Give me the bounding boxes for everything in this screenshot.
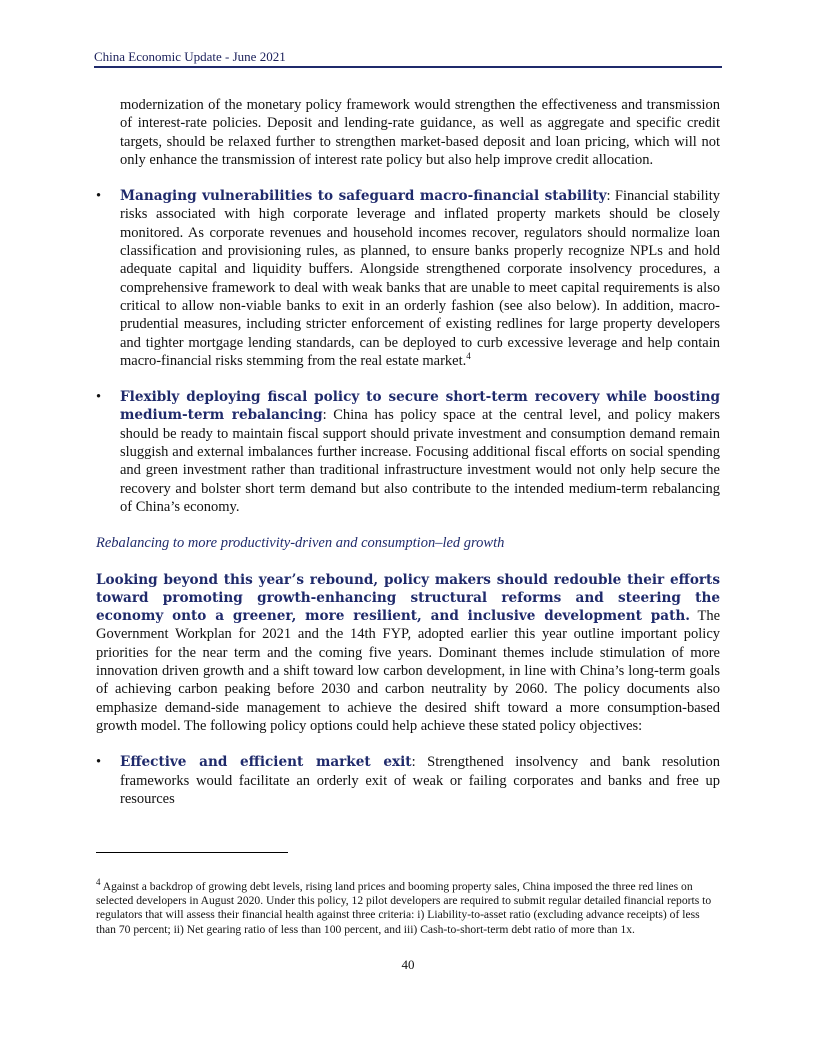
bullet-text: : Strengthened insolvency and bank resolution frameworks would facilitate an orderly exit of weak or failing corporates and banks and free up resources bbox=[120, 754, 720, 807]
footnote-number: 4 bbox=[96, 877, 101, 888]
bullet-lead: Effective and efficient market exit bbox=[120, 754, 412, 771]
intro-lead: Looking beyond this year’s rebound, policy makers should redouble their efforts toward promoting growth-enhancing structural reforms and steering the economy onto a greener, more resilient, and inclusive development path. bbox=[96, 571, 720, 625]
header-title: China Economic Update - June 2021 bbox=[94, 49, 286, 64]
bullet-item-macro-financial bbox=[96, 187, 720, 370]
footnote bbox=[96, 877, 720, 937]
footnote-reference[interactable]: 4 bbox=[466, 351, 471, 362]
bullet-item-fiscal-policy bbox=[96, 388, 720, 516]
section-heading: Rebalancing to more productivity-driven and consumption–led growth bbox=[96, 535, 505, 552]
page-number: 40 bbox=[401, 957, 415, 972]
bullet-icon: • bbox=[96, 188, 102, 205]
page-body bbox=[96, 96, 720, 808]
intro-text: The Government Workplan for 2021 and the 14th FYP, adopted earlier this year outline important policy priorities for the near term and the coming five years. Dominant themes include stimulation of more innovation driven growth and a shift toward low carbon development, in line with China’s long-term goals of achieving carbon peaking before 2030 and carbon neutrality by 2060. The policy documents also emphasize demand-side management to achieve the desired shift toward a more consumption-based growth model. The following policy options could help achieve these stated policy objectives: bbox=[96, 608, 721, 734]
bullet-lead: Managing vulnerabilities to safeguard macro-financial stability bbox=[120, 188, 607, 205]
running-header bbox=[94, 49, 722, 68]
bullet-text: : China has policy space at the central level, and policy makers should be ready to maintain fiscal support should private investment and consumption demand remain sluggish and external imbalances further increase. Focusing additional fiscal efforts on social spending and green investment rather than traditional infrastructure investment would not only help secure the recovery and bolster short term demand but also contribute to the intended medium-term rebalancing of China’s economy. bbox=[120, 407, 720, 515]
continuation-paragraph: modernization of the monetary policy framework would strengthen the effectiveness and transmission of interest-rate policies. Deposit and lending-rate guidance, as well as aggregate and specific credit targets, should be relaxed further to strengthen market-based deposit and loan pricing, which will not only enhance the transmission of interest rate policy but also help improve credit allocation. bbox=[120, 97, 720, 168]
intro-paragraph bbox=[96, 571, 720, 736]
footnote-divider bbox=[96, 852, 288, 853]
bullet-text: : Financial stability risks associated with high corporate leverage and inflated property markets should be closely monitored. As corporate revenues and household incomes recover, regulators should normalize loan classification and provisioning rules, as planned, to ensure banks properly recognize NPLs and hold adequate capital and liquidity buffers. Alongside strengthened corporate insolvency procedures, a comprehensive framework to deal with weak banks that are unable to meet capital requirements is also critical to allow non-viable banks to exit in an orderly fashion (see also below). In addition, macro-prudential measures, including stricter enforcement of existing redlines for large property developers and tighter mortgage lending standards, can be deployed to curb excessive leverage and help contain macro-financial risks stemming from the real estate market. bbox=[120, 188, 720, 369]
bullet-icon: • bbox=[96, 389, 102, 406]
bullet-icon: • bbox=[96, 754, 102, 771]
footnote-text: Against a backdrop of growing debt levels, rising land prices and booming property sales, China imposed the three red lines on selected developers in August 2020. Under this policy, 12 pilot developers are required to submit regular detailed financial reports to regulators that will assess their financial health against three criteria: i) Liability-to-asset ratio (excluding advance receipts) of less than 70 percent; ii) Net gearing ratio of less than 100 percent, and iii) Cash-to-short-term debt ratio of more than 1x. bbox=[96, 880, 712, 936]
bullet-lead: Flexibly deploying fiscal policy to secure short-term recovery while boosting medium-term rebalancing bbox=[120, 389, 720, 424]
bullet-item-market-exit bbox=[96, 753, 720, 808]
